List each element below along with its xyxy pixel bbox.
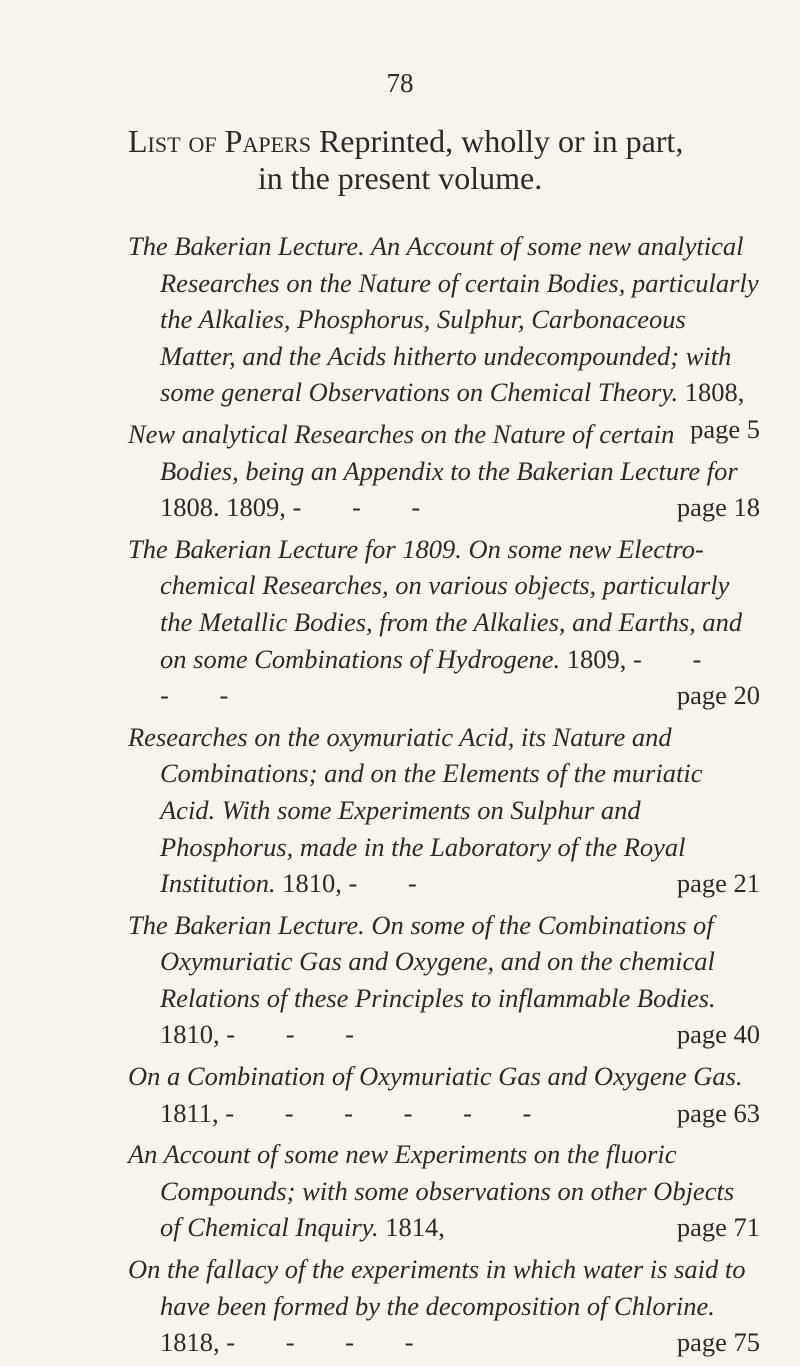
paper-page: page 20	[676, 680, 760, 711]
page-subtitle: in the present volume.	[257, 160, 543, 196]
paper-page: page 40	[676, 1019, 760, 1050]
paper-page: page 5	[690, 413, 760, 444]
paper-title: The Bakerian Lecture. An Account of some new analytical Researches on the Nature of certain Bodies, particularly the Alkalies, Phosphorus, Sulphur, Carbonaceous Matter, and the Acids hitherto undecompounded; with some general Observations on Chemical Theory.	[128, 231, 759, 408]
paper-date: 1818,	[160, 1327, 220, 1358]
paper-title: On the fallacy of the experiments in which water is said to have been formed by the decomposition of Chlorine.	[128, 1254, 746, 1321]
paper-date: 1808. 1809,	[160, 492, 286, 523]
paper-entry	[128, 1136, 760, 1246]
paper-title: An Account of some new Experiments on the fluoric Compounds; with some observations on other Objects of Chemical Inquiry.	[128, 1139, 735, 1243]
leader-dashes: - - - -	[226, 1327, 436, 1358]
paper-date: 1814,	[385, 1212, 445, 1243]
paper-title: New analytical Researches on the Nature of certain Bodies, being an Appendix to the Bakerian Lecture for	[128, 418, 738, 486]
paper-title: On a Combination of Oxymuriatic Gas and Oxygene Gas.	[128, 1061, 743, 1092]
paper-entry	[128, 416, 760, 526]
leader-dashes: - - - - - -	[225, 1097, 554, 1128]
paper-list	[128, 228, 760, 1366]
page-number: 78	[386, 68, 414, 98]
leader-dashes: - - - -	[160, 643, 724, 711]
paper-entry	[128, 228, 760, 444]
leader-dashes: - - -	[292, 492, 443, 523]
paper-title: The Bakerian Lecture for 1809. On some new Electro-chemical Researches, on various objects, particularly the Metallic Bodies, from the Alkalies, and Earths, and on some Combinations of Hydrogene.	[128, 533, 743, 674]
paper-entry	[128, 531, 760, 714]
paper-page: page 75	[676, 1327, 760, 1358]
paper-entry	[128, 1251, 760, 1361]
page-title	[128, 123, 768, 160]
paper-page: page 18	[676, 492, 760, 523]
paper-page: page 63	[676, 1097, 760, 1128]
paper-entry	[128, 719, 760, 902]
paper-entry	[128, 1058, 760, 1131]
paper-date: 1810,	[160, 1019, 220, 1050]
paper-page: page 71	[676, 1212, 760, 1243]
paper-date: 1810,	[282, 868, 342, 899]
page-title-smallcaps: List of Papers	[128, 123, 311, 159]
paper-date: 1811,	[160, 1097, 219, 1128]
paper-page: page 21	[676, 868, 760, 899]
paper-title: Researches on the oxymuriatic Acid, its Nature and Combinations; and on the Elements of the muriatic Acid. With some Experiments on Sulphur and Phosphorus, made in the Laboratory of the Royal Institution.	[128, 721, 703, 899]
leader-dashes: - -	[348, 868, 439, 899]
paper-date: 1809,	[566, 643, 627, 674]
page-title-rest: Reprinted, wholly or in part,	[310, 123, 684, 159]
leader-dashes: - - -	[226, 1019, 376, 1050]
paper-title: The Bakerian Lecture. On some of the Combinations of Oxymuriatic Gas and Oxygene, and on the chemical Relations of these Principles to inflammable Bodies.	[128, 909, 716, 1013]
paper-date: 1808,	[684, 377, 745, 408]
paper-entry	[128, 907, 760, 1053]
